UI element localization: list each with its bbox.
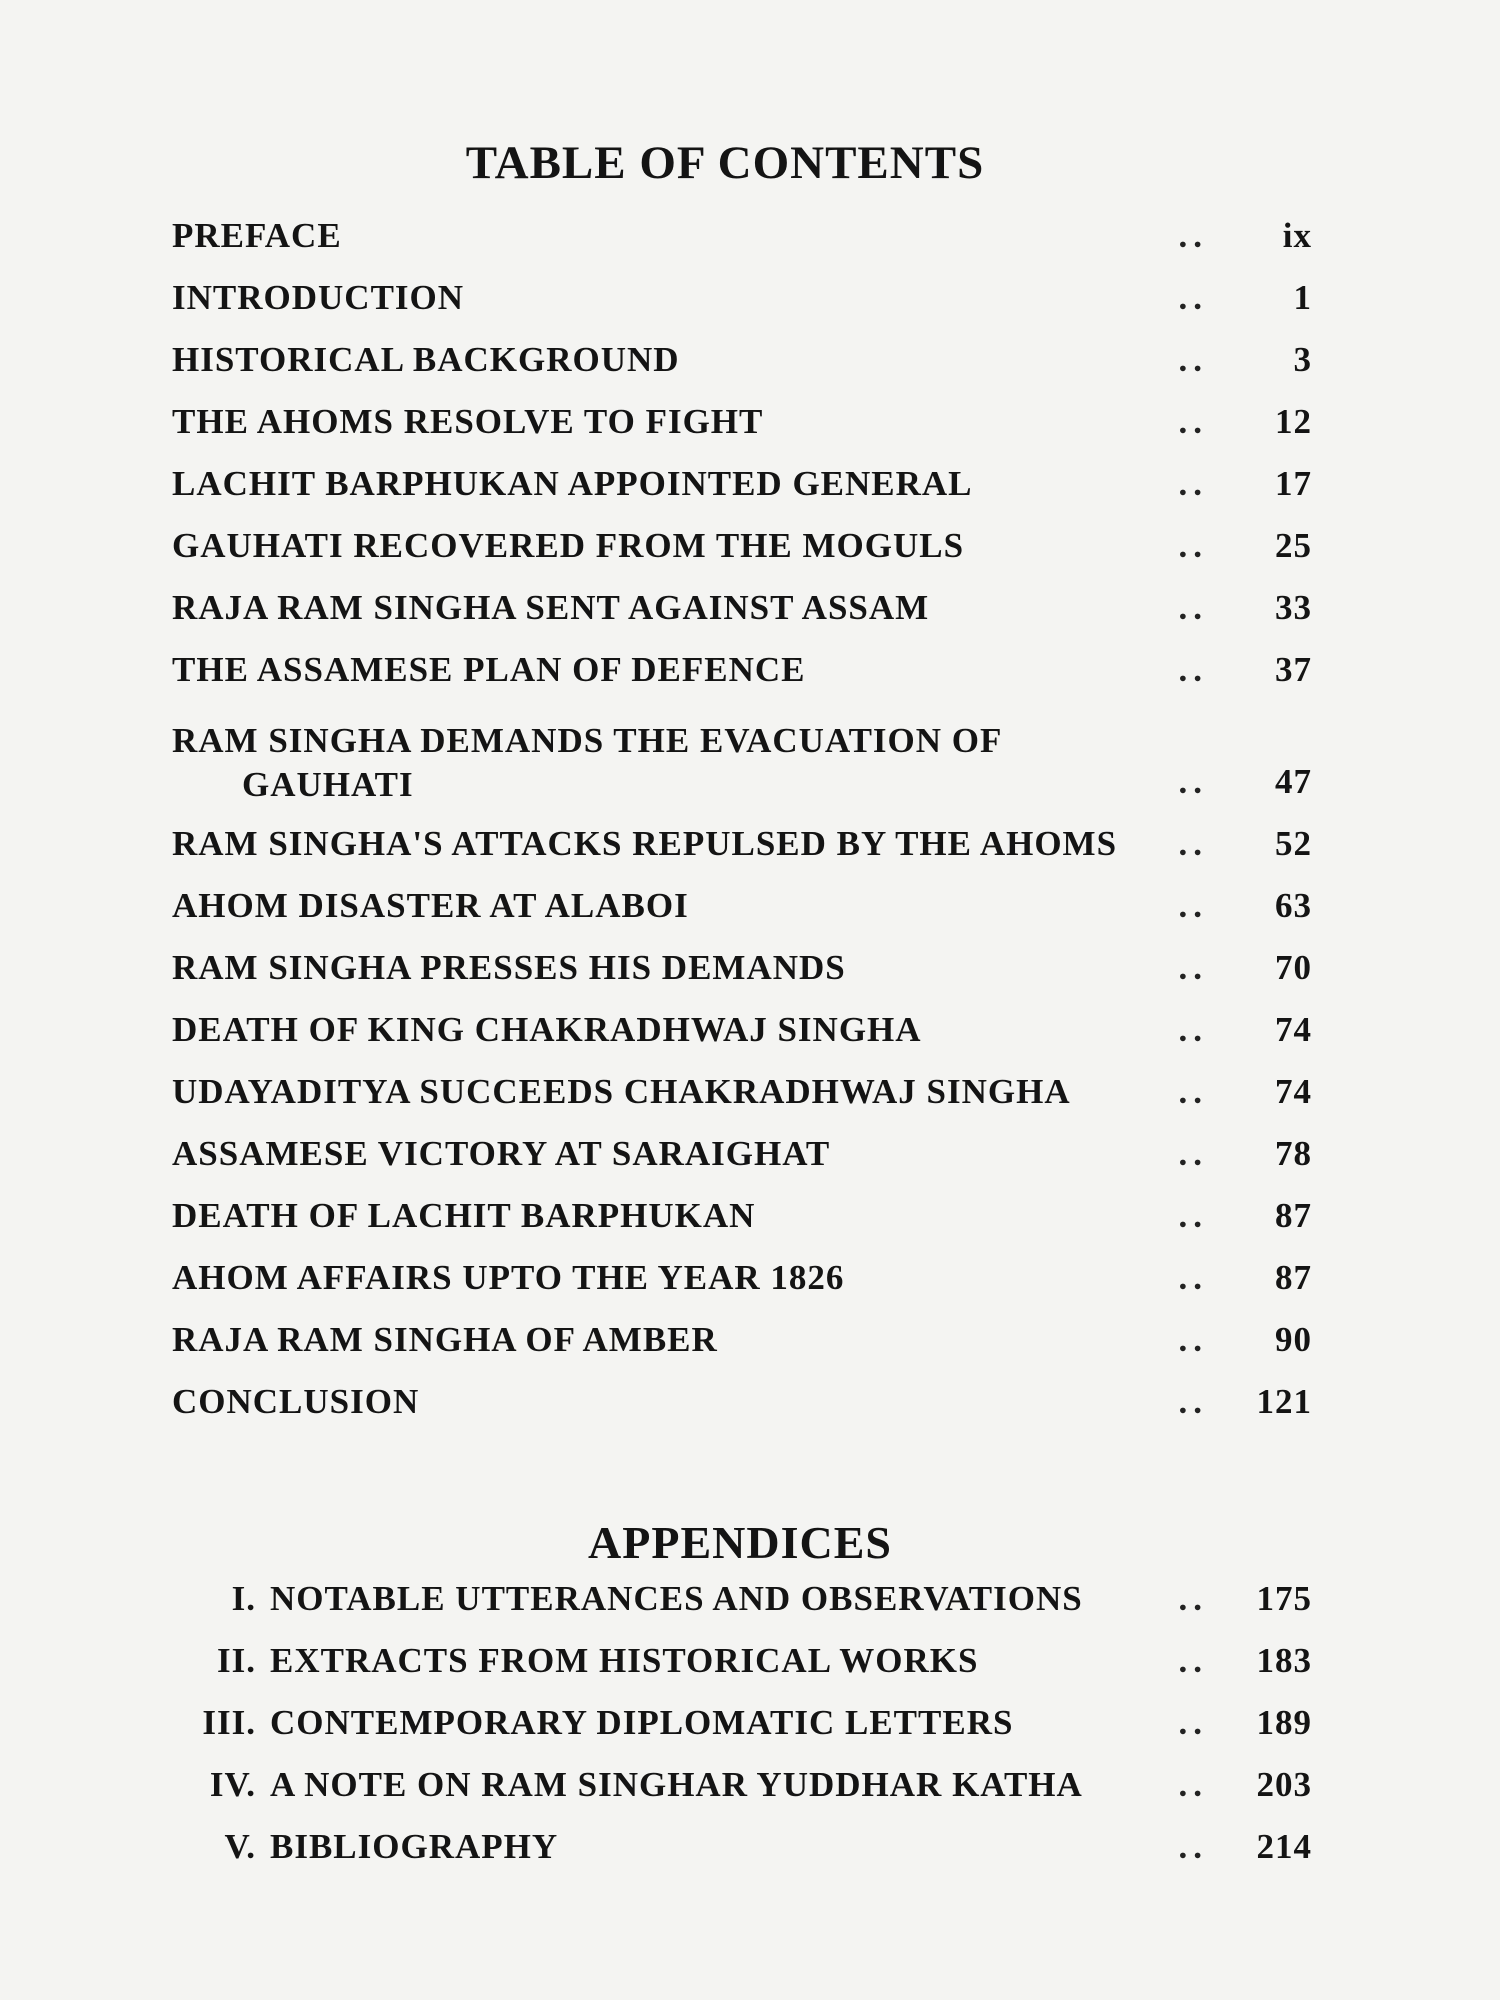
dot-leader: .. [1178, 762, 1208, 801]
toc-entry-page: 63 [1275, 886, 1312, 925]
dot-leader: .. [1178, 588, 1208, 627]
contents-list [172, 205, 1312, 1433]
dot-leader: .. [1178, 1010, 1208, 1049]
appendix-label: A NOTE ON RAM SINGHAR YUDDHAR KATHA [270, 1765, 1083, 1804]
dot-leader: .. [1178, 526, 1208, 565]
dot-leader: .. [1178, 650, 1208, 689]
appendix-entry [172, 1568, 1312, 1630]
appendix-numeral: IV. [209, 1765, 256, 1804]
appendix-entry [172, 1692, 1312, 1754]
toc-entry-label: RAJA RAM SINGHA OF AMBER [172, 1320, 718, 1359]
dot-leader: .. [1178, 1765, 1208, 1804]
toc-entry-label: CONCLUSION [172, 1382, 420, 1421]
toc-entry-page: 87 [1275, 1196, 1312, 1235]
toc-entry-label: AHOM AFFAIRS UPTO THE YEAR 1826 [172, 1258, 845, 1297]
toc-entry-page: 78 [1275, 1134, 1312, 1173]
dot-leader: .. [1178, 1703, 1208, 1742]
toc-entry-label: THE AHOMS RESOLVE TO FIGHT [172, 402, 764, 441]
appendix-numeral: I. [231, 1579, 256, 1618]
toc-entry-page: 25 [1275, 526, 1312, 565]
appendix-label: BIBLIOGRAPHY [270, 1827, 559, 1866]
toc-entry-page: 33 [1275, 588, 1312, 627]
toc-entry-page: 121 [1256, 1382, 1312, 1421]
dot-leader: .. [1178, 1258, 1208, 1297]
toc-entry [172, 701, 1312, 813]
toc-entry-label: DEATH OF KING CHAKRADHWAJ SINGHA [172, 1010, 922, 1049]
toc-entry [172, 1247, 1312, 1309]
toc-entry [172, 267, 1312, 329]
toc-entry-label-line1: RAM SINGHA DEMANDS THE EVACUATION OF [172, 721, 1003, 760]
toc-entry-label: DEATH OF LACHIT BARPHUKAN [172, 1196, 756, 1235]
appendix-page: 175 [1256, 1579, 1312, 1618]
dot-leader: .. [1178, 1072, 1208, 1111]
toc-entry-label: RAM SINGHA PRESSES HIS DEMANDS [172, 948, 846, 987]
appendix-label: NOTABLE UTTERANCES AND OBSERVATIONS [270, 1579, 1083, 1618]
toc-entry-label: GAUHATI RECOVERED FROM THE MOGULS [172, 526, 965, 565]
toc-entry-label: PREFACE [172, 216, 342, 255]
toc-entry-label: AHOM DISASTER AT ALABOI [172, 886, 689, 925]
dot-leader: .. [1178, 1382, 1208, 1421]
toc-entry-page: 1 [1293, 278, 1312, 317]
toc-entry-label [172, 719, 1179, 813]
appendix-label: EXTRACTS FROM HISTORICAL WORKS [270, 1641, 979, 1680]
dot-leader: .. [1178, 1641, 1208, 1680]
toc-entry-page: 70 [1275, 948, 1312, 987]
dot-leader: .. [1178, 1579, 1208, 1618]
toc-entry-label: UDAYADITYA SUCCEEDS CHAKRADHWAJ SINGHA [172, 1072, 1071, 1111]
toc-entry-page: ix [1282, 216, 1312, 255]
dot-leader: .. [1178, 402, 1208, 441]
dot-leader: .. [1178, 464, 1208, 503]
appendix-page: 214 [1256, 1827, 1312, 1866]
toc-entry-page: 3 [1293, 340, 1312, 379]
appendix-label: CONTEMPORARY DIPLOMATIC LETTERS [270, 1703, 1014, 1742]
toc-entry-page: 90 [1275, 1320, 1312, 1359]
appendix-numeral: II. [217, 1641, 256, 1680]
toc-entry-label: INTRODUCTION [172, 278, 465, 317]
toc-entry [172, 813, 1312, 875]
appendix-page: 183 [1256, 1641, 1312, 1680]
dot-leader: .. [1178, 216, 1208, 255]
toc-entry-page: 17 [1275, 464, 1312, 503]
toc-entry [172, 453, 1312, 515]
toc-entry-page: 74 [1275, 1010, 1312, 1049]
toc-entry-label: THE ASSAMESE PLAN OF DEFENCE [172, 650, 806, 689]
toc-entry [172, 515, 1312, 577]
toc-entry-page: 37 [1275, 650, 1312, 689]
dot-leader: .. [1178, 1320, 1208, 1359]
toc-entry-label: ASSAMESE VICTORY AT SARAIGHAT [172, 1134, 831, 1173]
dot-leader: .. [1178, 948, 1208, 987]
appendices-list [172, 1568, 1312, 1878]
toc-entry-label-line2: GAUHATI [242, 765, 414, 804]
appendix-entry [172, 1816, 1312, 1878]
toc-entry [172, 391, 1312, 453]
dot-leader: .. [1178, 278, 1208, 317]
appendix-page: 189 [1256, 1703, 1312, 1742]
dot-leader: .. [1178, 1196, 1208, 1235]
toc-entry [172, 1061, 1312, 1123]
appendix-numeral: V. [224, 1827, 256, 1866]
appendices-heading: APPENDICES [588, 1517, 892, 1569]
toc-entry-page: 47 [1275, 762, 1312, 801]
toc-entry [172, 875, 1312, 937]
toc-entry-label: LACHIT BARPHUKAN APPOINTED GENERAL [172, 464, 973, 503]
toc-entry [172, 999, 1312, 1061]
dot-leader: .. [1178, 886, 1208, 925]
toc-entry-label: RAJA RAM SINGHA SENT AGAINST ASSAM [172, 588, 930, 627]
toc-entry [172, 639, 1312, 701]
appendix-entry [172, 1630, 1312, 1692]
page-title: TABLE OF CONTENTS [465, 137, 985, 190]
toc-entry [172, 1309, 1312, 1371]
dot-leader: .. [1178, 1827, 1208, 1866]
appendix-entry [172, 1754, 1312, 1816]
toc-entry-page: 12 [1275, 402, 1312, 441]
dot-leader: .. [1178, 824, 1208, 863]
toc-entry [172, 205, 1312, 267]
toc-entry-page: 74 [1275, 1072, 1312, 1111]
dot-leader: .. [1178, 1134, 1208, 1173]
toc-entry-page: 87 [1275, 1258, 1312, 1297]
dot-leader: .. [1178, 340, 1208, 379]
toc-entry [172, 1371, 1312, 1433]
toc-entry-label: RAM SINGHA'S ATTACKS REPULSED BY THE AHOMS [172, 824, 1118, 863]
toc-entry [172, 329, 1312, 391]
toc-entry [172, 577, 1312, 639]
toc-entry-label: HISTORICAL BACKGROUND [172, 340, 680, 379]
appendix-page: 203 [1256, 1765, 1312, 1804]
toc-entry [172, 1185, 1312, 1247]
appendix-numeral: III. [202, 1703, 256, 1742]
toc-entry [172, 937, 1312, 999]
toc-entry [172, 1123, 1312, 1185]
toc-entry-page: 52 [1275, 824, 1312, 863]
